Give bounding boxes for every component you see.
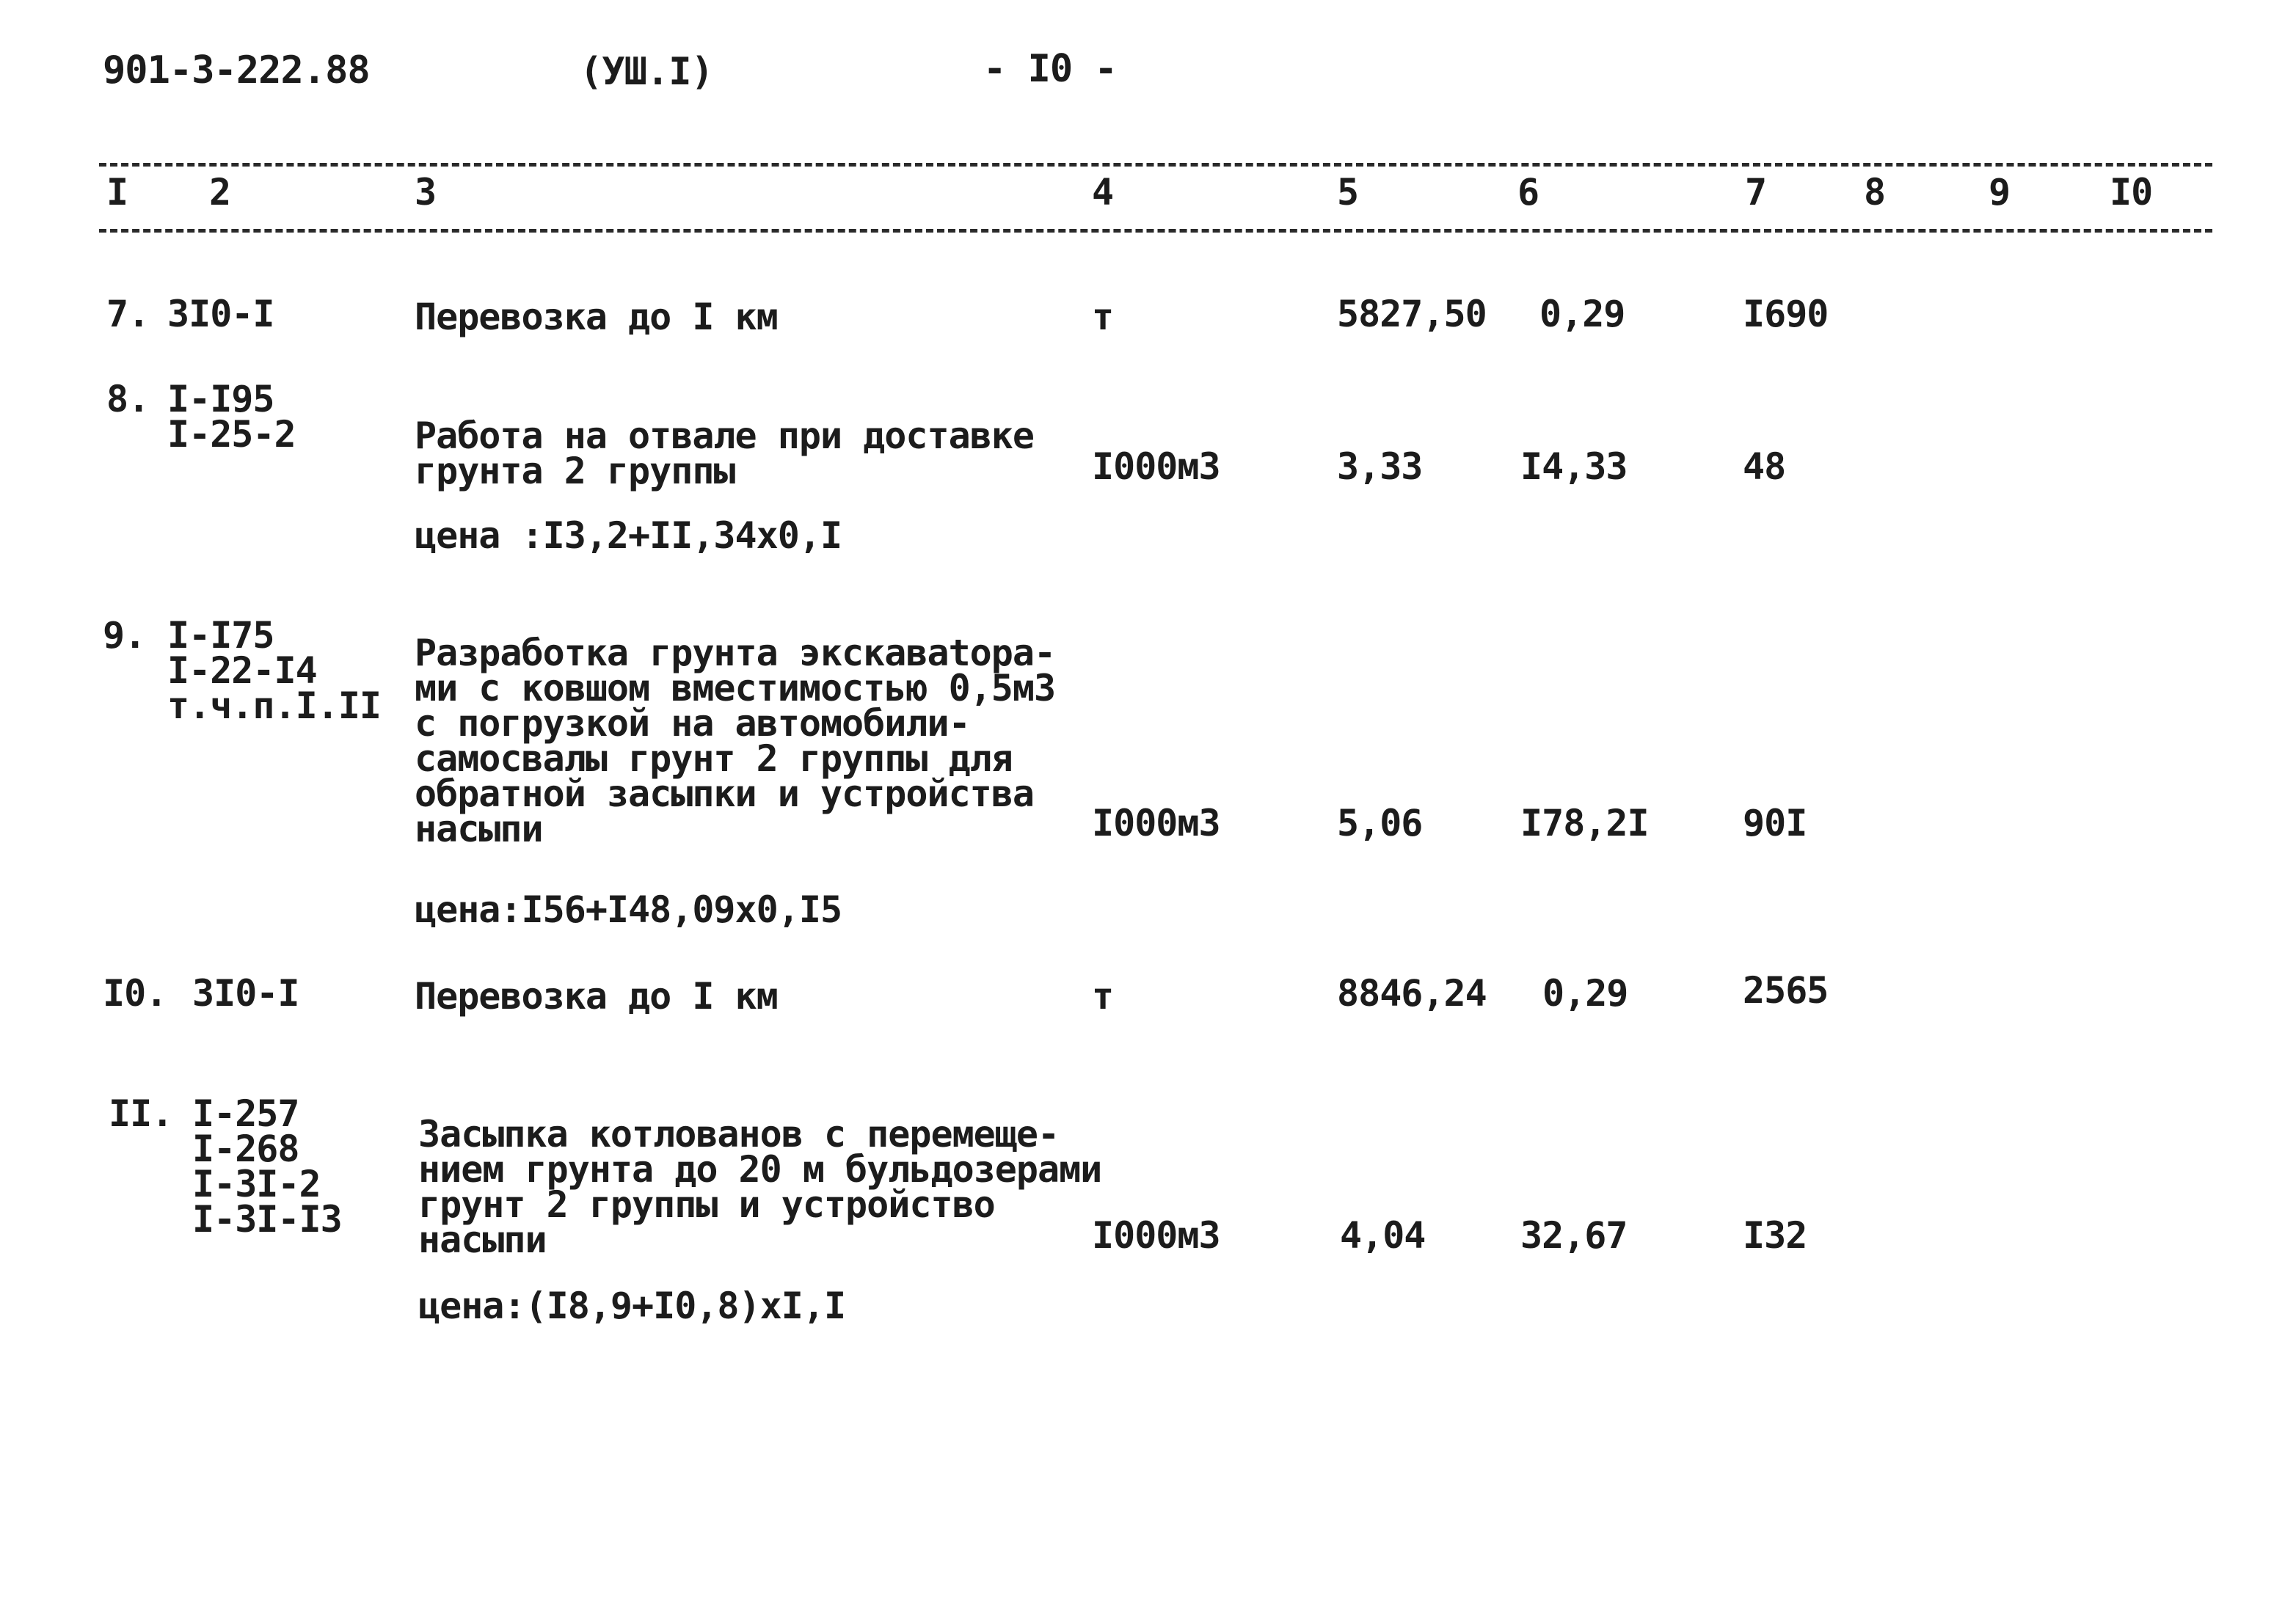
- row-codes: I-I95 I-25-2: [167, 378, 296, 456]
- row-total: 48: [1743, 445, 1786, 488]
- row-unit: I000м3: [1092, 445, 1220, 488]
- row-description: Перевозка до I км: [415, 975, 778, 1018]
- col-header-3: 3: [415, 171, 437, 213]
- col-header-9: 9: [1989, 171, 2011, 213]
- row-number: II.: [109, 1092, 173, 1135]
- row-description: Перевозка до I км: [415, 296, 778, 338]
- row-number: 8.: [106, 378, 150, 420]
- doc-code: 901-3-222.88: [103, 48, 370, 92]
- row-description: Засыпка котлованов с перемеще- нием грунта до 20 м бульдозерами грунт 2 группы и устройство насыпи: [418, 1113, 1102, 1261]
- row-number: 9.: [103, 614, 146, 657]
- page-number: - I0 -: [983, 47, 1117, 91]
- col-header-4: 4: [1092, 171, 1114, 213]
- row-quantity: 5827,50: [1337, 293, 1487, 335]
- row-price-note: цена:(I8,9+I0,8)хI,I: [418, 1285, 846, 1327]
- col-header-10: I0: [2110, 171, 2153, 213]
- row-description: Разработка грунта экскавatора- ми с ковшом вместимостью 0,5м3 с погрузкой на автомобили- самосвалы грунт 2 группы для обратной засыпки и устройства насыпи: [415, 632, 1056, 850]
- row-unit-price: 32,67: [1520, 1214, 1628, 1257]
- row-total: 90I: [1743, 802, 1807, 844]
- table-top-rule: [99, 163, 2212, 167]
- row-unit-price: I78,2I: [1520, 802, 1649, 844]
- row-codes: 3I0-I: [167, 293, 274, 335]
- row-price-note: цена :I3,2+II,34х0,I: [415, 514, 842, 557]
- col-header-1: I: [106, 171, 128, 213]
- table-header-rule: [99, 229, 2212, 233]
- col-header-8: 8: [1864, 171, 1886, 213]
- col-header-2: 2: [209, 171, 231, 213]
- row-unit: т: [1092, 975, 1114, 1018]
- row-description: Работа на отвале при доставке грунта 2 группы: [415, 415, 1034, 492]
- row-total: I690: [1743, 293, 1829, 335]
- row-unit-price: 0,29: [1542, 972, 1628, 1015]
- section-label: (УШ.I): [580, 50, 713, 94]
- row-unit-price: I4,33: [1520, 445, 1628, 488]
- row-total: I32: [1743, 1214, 1807, 1257]
- col-header-7: 7: [1745, 171, 1767, 213]
- row-unit: т: [1092, 296, 1114, 338]
- row-number: 7.: [106, 293, 150, 335]
- row-quantity: 4,04: [1340, 1214, 1426, 1257]
- row-codes: 3I0-I: [192, 972, 299, 1015]
- row-price-note: цена:I56+I48,09х0,I5: [415, 888, 842, 931]
- col-header-5: 5: [1337, 171, 1359, 213]
- col-header-6: 6: [1517, 171, 1539, 213]
- row-codes: I-257 I-268 I-3I-2 I-3I-I3: [192, 1092, 342, 1241]
- row-total: 2565: [1743, 969, 1829, 1012]
- row-quantity: 5,06: [1337, 802, 1423, 844]
- row-quantity: 3,33: [1337, 445, 1423, 488]
- row-number: I0.: [103, 972, 167, 1015]
- row-unit-price: 0,29: [1539, 293, 1625, 335]
- row-codes: I-I75 I-22-I4 т.ч.п.I.II: [167, 614, 382, 727]
- row-unit: I000м3: [1092, 1214, 1220, 1257]
- row-unit: I000м3: [1092, 802, 1220, 844]
- row-quantity: 8846,24: [1337, 972, 1487, 1015]
